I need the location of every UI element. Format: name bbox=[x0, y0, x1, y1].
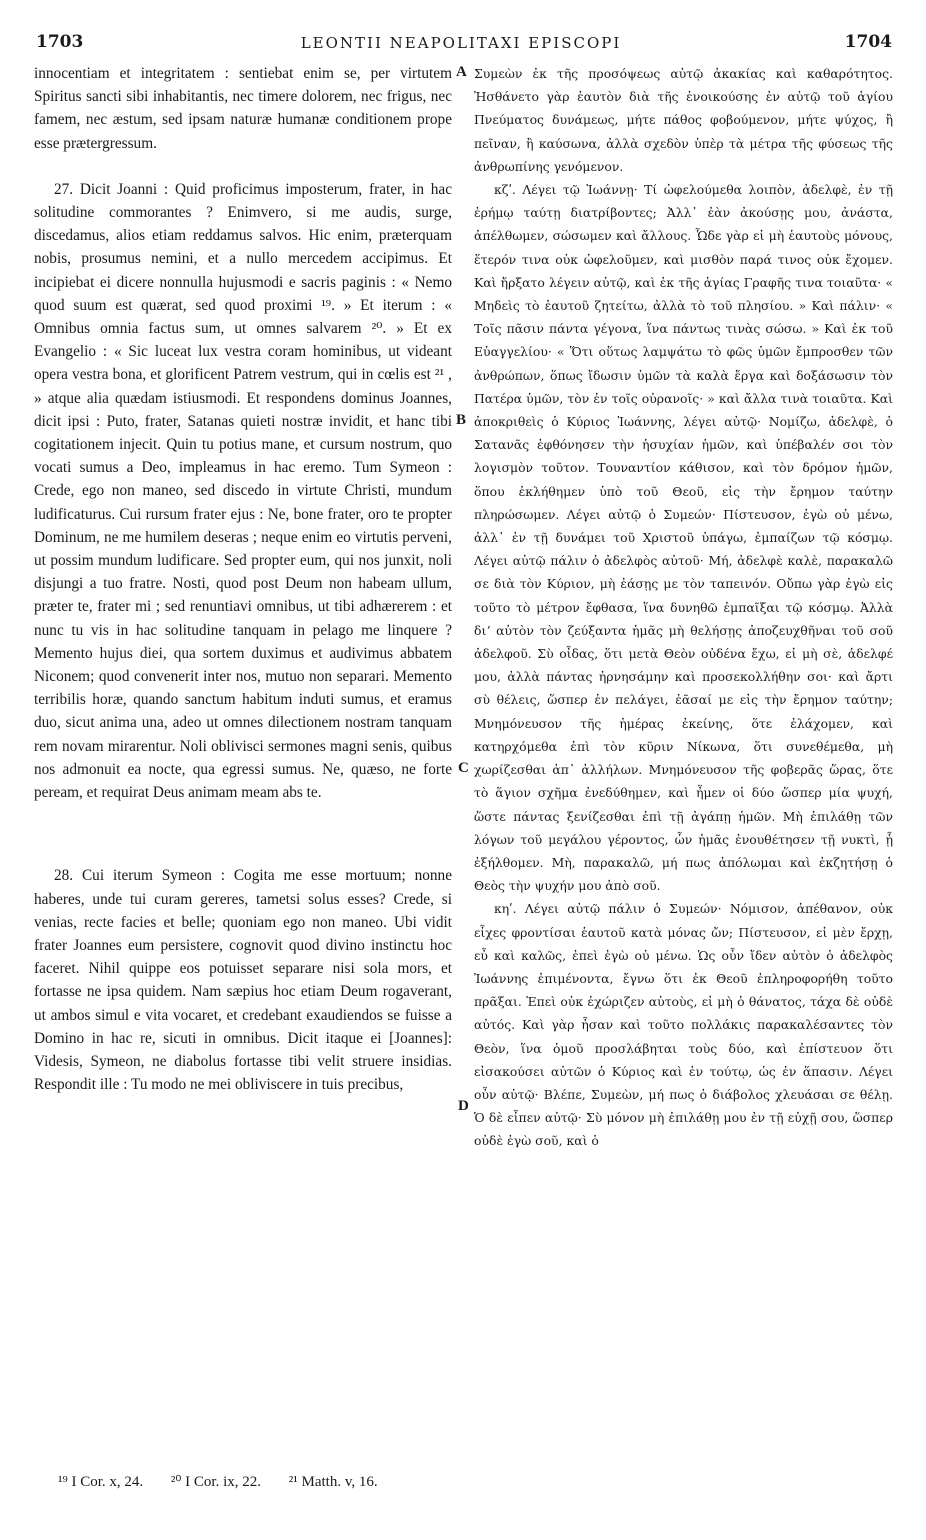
footnote-19: ¹⁹ I Cor. x, 24. bbox=[58, 1474, 144, 1490]
latin-column bbox=[34, 62, 452, 1096]
latin-paragraph-28: 28. Cui iterum Symeon : Cogita me esse mortuum; nonne haberes, unde tui curam gereres, tametsi solus esses? Crede, si venias, recte facies et belle; quoniam ego non maneo. Ubi vidit frater Joannes eum persistere, cognovit quod divino instinctu hoc faceret. Nihil quippe eos potuisset separare nisi sola mors, et fortasse ne ipsa quidem. Nam sæpius hoc etiam Deum rogaverant, ut ambos simul e vita vocaret, et credebant exaudiendos se fuisse a Domino in hac re, sicuti in omnibus. Dicit itaque ei [Joannes]: Videsis, Symeon, ne diabolus fortasse tibi velit struere insidias. Respondit ille : Tu modo ne mei obliviscere in tuis precibus, bbox=[34, 867, 452, 1094]
greek-column bbox=[474, 62, 893, 1153]
latin-paragraph-27: 27. Dicit Joanni : Quid proficimus imposterum, frater, in hac solitudine commorantes ? Enimvero, si me audis, surge, discedamus, alios etiam reddamus salvos. Hic enim, præterquam nobis, prosumus nemini, et a nullo mercedem accipimus. Et incipiebat ei dicere nonnulla hujusmodi e sacris paginis : « Nemo quod suum est quærat, sed quod proximi ¹⁹. » Et iterum : « Omnibus omnia factus sum, ut omnes salvarem ²⁰. » Et ex Evangelio : « Sic luceat lux vestra coram hominibus, ut videant opera vestra bona, et glorificent Patrem vestrum, qui in cœlis est ²¹ , » atque alia quædam istiusmodi. Et respondens dominus Joannes, dicit ipsi : Puto, frater, Satanas quieti nostræ invidit, et hanc tibi cogitationem injecit. Quin tu potius mane, et cursum nostrum, quo vocati sumus a Deo, impleamus in hac eremo. Tum Symeon : Crede, ego non maneo, sed discedo in virtute Christi, mundum ludificaturus. Cui rursum frater ejus : Ne, bone frater, oro te propter Dominum, ne me humilem deseras ; neque enim eo virtutis perveni, ut possim mundum ludificare. Sed propter eum, qui nos junxit, noli disjungi a tuo fratre. Nosti, quod post Deum non habeam ullum, præter te, frater mi ; sed renuntiavi omnibus, ut tibi adhærerem : et nunc tu vis in hac solitudine tanquam in pelago me linquere ? Memento hujus diei, qua sortem duximus et audivimus abbatem Niconem; quod convenerit inter nos, mutuo non separari. Memento terribilis horæ, quando sanctum habitum induti sumus, et eramus duo, sicut anima una, adeo ut omnes dilectionem nostram tanquam rem novam mirarentur. Noli oblivisci sermones magni senis, quibus nos admonuit ea nocte, qua egressi sumus. Ne, quæso, ne forte peream, et requirat Deus animam meam abs te. bbox=[34, 180, 452, 802]
page-header bbox=[30, 32, 892, 56]
footnote-20: ²⁰ I Cor. ix, 22. bbox=[170, 1474, 262, 1490]
greek-paragraph-28: κηʹ. Λέγει αὐτῷ πάλιν ὁ Συμεών· Νόμισον, ἀπέθανον, οὐκ εἶχες φροντίσαι ἑαυτοῦ κατὰ μόνας ὤν; Πίστευσον, εἰ μὲν ἔρχῃ, εὖ καὶ καλῶς, ἐπεὶ ἐγὼ οὐ μένω. Ὡς οὖν ἴδεν αὐτὸν ὁ ἀδελφὸς Ἰωάννης ἐπιμένοντα, ἔγνω ὅτι ἐκ Θεοῦ ἐπληροφορήθη τοῦτο πρᾶξαι. Ἐπεὶ οὐκ ἐχώριζεν αὐτοὺς, εἰ μὴ ὁ θάνατος, τάχα δὲ οὐδὲ αὐτός. Καὶ γὰρ ἦσαν καὶ τοῦτο πολλάκις παρακαλέσαντες τὸν Θεὸν, ἵνα ὁμοῦ προσλάβηται τοὺς δύο, καὶ ἐπίστευον ὅτι εἰσακούσει αὐτῶν ὁ Κύριος καὶ ἐν τούτῳ, ὡς ἐν ἅπασιν. Λέγει οὖν αὐτῷ· Βλέπε, Συμεὼν, μή πως ὁ διάβολος χλευάσαι σε θέλῃ. Ὁ δὲ εἶπεν αὐτῷ· Σὺ μόνον μὴ ἐπιλάθῃ μου ἐν τῇ εὐχῇ σου, ὥσπερ οὐδὲ ἐγὼ σοῦ, καὶ ὁ bbox=[474, 901, 893, 1149]
latin-paragraph-1: innocentiam et integritatem : sentiebat enim se, per virtutem Spiritus sancti sibi inhabitantis, nec timere dolorem, nec frigus, nec famem, nec æstum, sed ipsam naturæ humanæ conditionem prope esse prætergressum. bbox=[34, 65, 452, 152]
footnotes bbox=[58, 1472, 402, 1491]
greek-paragraph-27: κζʹ. Λέγει τῷ Ἰωάννῃ· Τί ὠφελούμεθα λοιπὸν, ἀδελφὲ, ἐν τῇ ἐρήμῳ ταύτῃ διατρίβοντες; Ἀλλ᾽ ἐὰν ἀκούσῃς μου, ἀνάστα, ἀπέλθωμεν, σώσωμεν καὶ ἄλλους. Ὧδε γὰρ εἰ μὴ ἑαυτοὺς μόνους, ἕτερόν τινα οὐκ ὠφελοῦμεν, καὶ μισθὸν παρά τινος οὐκ ἔχομεν. Καὶ ἤρξατο λέγειν αὐτῷ, καὶ ἐκ τῆς ἁγίας Γραφῆς τινα τοιαῦτα· « Μηδεὶς τὸ ἑαυτοῦ ζητείτω, ἀλλὰ τὸ τοῦ πλησίου. » Καὶ πάλιν· « Τοῖς πᾶσιν πάντα γέγονα, ἵνα πάντως τινὰς σώσω. » Καὶ ἐκ τοῦ Εὐαγγελίου· « Ὅτι οὕτως λαμψάτω τὸ φῶς ὑμῶν ἔμπροσθεν τῶν ἀνθρώπων, ὅπως ἴδωσιν ὑμῶν τὰ καλὰ ἔργα καὶ δοξάσωσιν τὸν Πατέρα ὑμῶν, τὸν ἐν τοῖς οὐρανοῖς· » καὶ ἄλλα τινὰ τοιαῦτα. Καὶ ἀποκριθεὶς ὁ Κύριος Ἰωάννης, λέγει αὐτῷ· Νομίζω, ἀδελφὲ, ὁ Σατανᾶς ἐφθόνησεν τὴν ἡσυχίαν ἡμῶν, καὶ ὑπέβαλέν σοι τὸν λογισμὸν τοῦτον. Τουναντίον κάθισον, καὶ τὸν δρόμον ἡμῶν, ὅπου ἐκλήθημεν ὑπὸ τοῦ Θεοῦ, εἰς τὴν ἔρημον ταύτην πληρώσωμεν. Λέγει αὐτῷ ὁ Συμεών· Πίστευσον, ἐγὼ οὐ μένω, ἀλλ᾽ ἐν τῇ δυνάμει τοῦ Χριστοῦ ὑπάγω, ἐμπαίζων τῷ κόσμῳ. Λέγει αὐτῷ πάλιν ὁ ἀδελφὸς αὐτοῦ· Μή, ἀδελφὲ καλὲ, παρακαλῶ σε διὰ τὸν Κύριον, μὴ ἐάσῃς με τὸν ταπεινόν. Οὔπω γὰρ ἐγὼ εἰς τοῦτο τὸ μέτρον ἔφθασα, ἵνα δυνηθῶ ἐμπαῖξαι τῷ κόσμῳ. Ἀλλὰ διʼ αὐτὸν τὸν ζεύξαντα ἡμᾶς μὴ θελήσῃς ἀποζευχθῆναι τοῦ σοῦ ἀδελφοῦ. Σὺ οἶδας, ὅτι μετὰ Θεὸν οὐδένα ἔχω, εἰ μὴ σὲ, ἀδελφέ μου, ἀλλὰ πάντας ἠρνησάμην καὶ προσεκολλήθην σοι· καὶ ἄρτι σὺ θέλεις, ὥσπερ ἐν πελάγει, ἐᾶσαί με εἰς τὴν ἔρημον ταύτην; Μνημόνευσον τῆς ἡμέρας ἐκείνης, ὅτε ἐλάχομεν, καὶ κατηρχόμεθα ἐπὶ τὸν κῦριν Νίκωνα, ὅτι συνεθέμεθα, μὴ χωρίζεσθαι ἀπ᾽ ἀλλήλων. Μνημόνευσον τῆς φοβερᾶς ὥρας, ὅτε τὸ ἅγιον σχῆμα ἐνεδύθημεν, καὶ ἦμεν οἱ δύο ὥσπερ μία ψυχή, ὥστε πάντας ξενίζεσθαι ἐπὶ τῇ ἀγάπῃ ἡμῶν. Μὴ ἐπιλάθῃ τῶν λόγων τοῦ μεγάλου γέροντος, ὧν ἡμᾶς ἐνουθέτησεν τῇ νυκτὶ, ᾗ ἐξήλθομεν. Μὴ, παρακαλῶ, μή πως ἀπόλωμαι καὶ ἐκζητήσῃ ὁ Θεὸς τὴν ψυχήν μου ἀπὸ σοῦ. bbox=[474, 182, 893, 894]
section-marker-b: B bbox=[456, 412, 467, 428]
greek-paragraph-1: Συμεὼν ἐκ τῆς προσόψεως αὐτῷ ἀκακίας καὶ καθαρότητος. Ἠσθάνετο γὰρ ἑαυτὸν διὰ τῆς ἐνοικούσης ἐν αὐτῷ τοῦ ἁγίου Πνεύματος δυνάμεως, μήτε πάθος φοβούμενον, μήτε ψύχος, ἢ πεῖναν, ἢ καύσωνα, ἀλλὰ σχεδὸν ὑπὲρ τὰ μέτρα τῆς φύσεως τῆς ἀνθρωπίνης γενόμενον. bbox=[474, 66, 893, 174]
section-marker-c: C bbox=[458, 760, 469, 776]
page-number-left: 1703 bbox=[36, 32, 84, 52]
running-title: LEONTII NEAPOLITAXI EPISCOPI bbox=[300, 34, 622, 52]
page-number-right: 1704 bbox=[844, 32, 892, 52]
section-marker-a: A bbox=[456, 64, 467, 80]
footnote-21: ²¹ Matth. v, 16. bbox=[288, 1474, 378, 1490]
section-marker-d: D bbox=[458, 1098, 469, 1114]
